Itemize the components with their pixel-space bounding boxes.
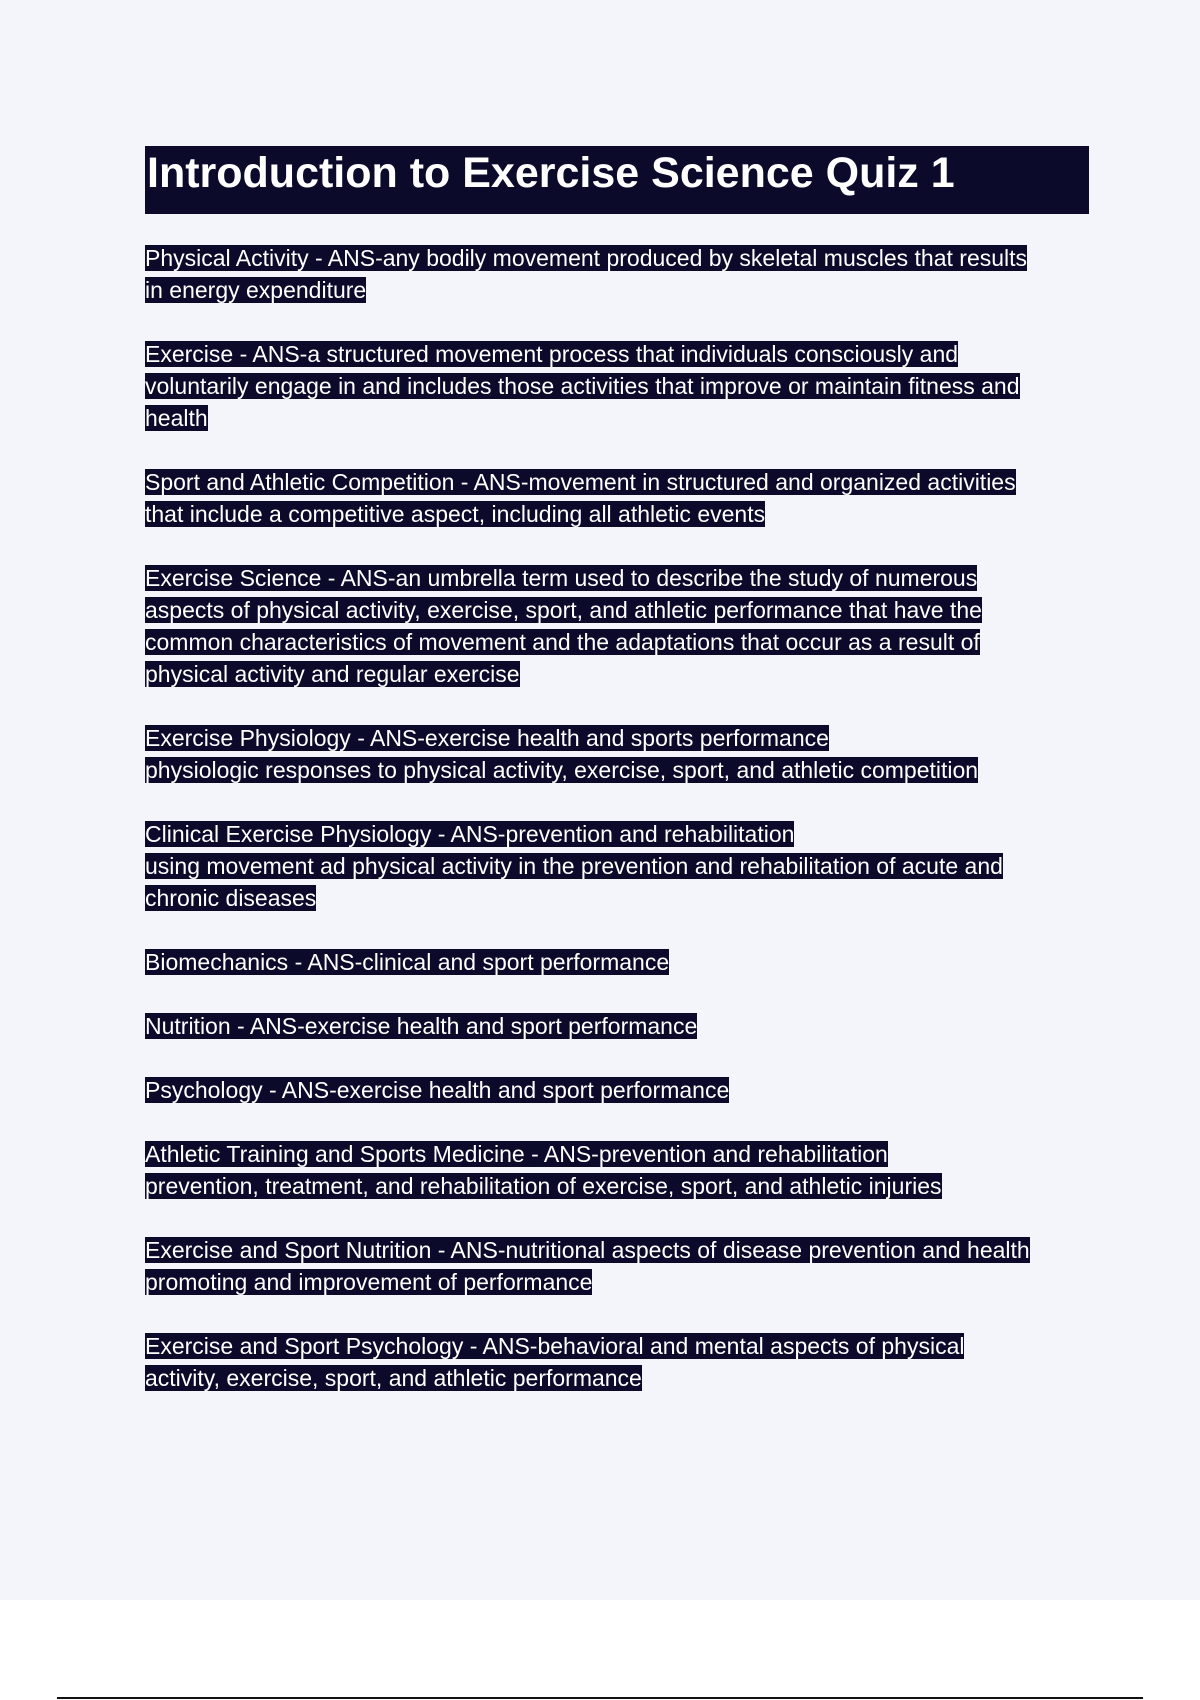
term-entry — [145, 562, 1089, 690]
term-entry — [145, 1234, 1089, 1298]
entry-text[interactable]: Athletic Training and Sports Medicine - ANS-prevention and rehabilitation — [145, 1141, 888, 1167]
entry-line — [145, 402, 1089, 434]
entry-line — [145, 1138, 1089, 1170]
term-entry — [145, 1330, 1089, 1394]
term-entry — [145, 946, 1089, 978]
entry-line — [145, 370, 1089, 402]
term-entry — [145, 466, 1089, 530]
term-entry — [145, 1010, 1089, 1042]
entry-line — [145, 1362, 1089, 1394]
entry-text[interactable]: Exercise Science - ANS-an umbrella term used to describe the study of numerous — [145, 565, 978, 591]
entry-line — [145, 466, 1089, 498]
entry-text[interactable]: Nutrition - ANS-exercise health and sport performance — [145, 1013, 698, 1039]
entry-line — [145, 594, 1089, 626]
entry-text[interactable]: activity, exercise, sport, and athletic performance — [145, 1365, 642, 1391]
entry-line — [145, 338, 1089, 370]
entry-text[interactable]: Exercise and Sport Nutrition - ANS-nutritional aspects of disease prevention and health — [145, 1237, 1030, 1263]
entry-text[interactable]: Physical Activity - ANS-any bodily movement produced by skeletal muscles that results — [145, 245, 1028, 271]
term-entry — [145, 1138, 1089, 1202]
entry-text[interactable]: prevention, treatment, and rehabilitation of exercise, sport, and athletic injuries — [145, 1173, 942, 1199]
term-entry — [145, 1074, 1089, 1106]
entry-line — [145, 658, 1089, 690]
entry-text[interactable]: Sport and Athletic Competition - ANS-movement in structured and organized activities — [145, 469, 1016, 495]
entry-line — [145, 1074, 1089, 1106]
entry-text[interactable]: Psychology - ANS-exercise health and sport performance — [145, 1077, 730, 1103]
document-content — [145, 146, 1089, 1426]
entry-line — [145, 274, 1089, 306]
term-entry — [145, 818, 1089, 914]
term-entry — [145, 242, 1089, 306]
entry-line — [145, 722, 1089, 754]
entry-text[interactable]: Exercise and Sport Psychology - ANS-behavioral and mental aspects of physical — [145, 1333, 965, 1359]
entry-line — [145, 946, 1089, 978]
entry-text[interactable]: Clinical Exercise Physiology - ANS-prevention and rehabilitation — [145, 821, 795, 847]
entry-line — [145, 626, 1089, 658]
title-bar — [145, 146, 1089, 214]
document-title[interactable]: Introduction to Exercise Science Quiz 1 — [147, 149, 955, 197]
entry-line — [145, 882, 1089, 914]
term-entry — [145, 722, 1089, 786]
entry-line — [145, 818, 1089, 850]
entry-text[interactable]: Biomechanics - ANS-clinical and sport performance — [145, 949, 670, 975]
entry-text[interactable]: chronic diseases — [145, 885, 317, 911]
entry-text[interactable]: that include a competitive aspect, including all athletic events — [145, 501, 766, 527]
entry-text[interactable]: promoting and improvement of performance — [145, 1269, 593, 1295]
entry-line — [145, 754, 1089, 786]
entry-line — [145, 242, 1089, 274]
entry-line — [145, 1330, 1089, 1362]
entry-line — [145, 1266, 1089, 1298]
entry-text[interactable]: common characteristics of movement and the adaptations that occur as a result of — [145, 629, 980, 655]
entry-line — [145, 1234, 1089, 1266]
entry-text[interactable]: voluntarily engage in and includes those activities that improve or maintain fitness and — [145, 373, 1020, 399]
entry-line — [145, 562, 1089, 594]
entry-text[interactable]: physiologic responses to physical activity, exercise, sport, and athletic competition — [145, 757, 979, 783]
entry-text[interactable]: using movement ad physical activity in the prevention and rehabilitation of acute and — [145, 853, 1003, 879]
entry-text[interactable]: Exercise - ANS-a structured movement process that individuals consciously and — [145, 341, 959, 367]
entry-text[interactable]: aspects of physical activity, exercise, sport, and athletic performance that have the — [145, 597, 982, 623]
entry-line — [145, 1010, 1089, 1042]
entry-text[interactable]: Exercise Physiology - ANS-exercise health and sports performance — [145, 725, 829, 751]
entry-text[interactable]: physical activity and regular exercise — [145, 661, 520, 687]
entry-text[interactable]: health — [145, 405, 208, 431]
entry-text[interactable]: in energy expenditure — [145, 277, 367, 303]
term-entry — [145, 338, 1089, 434]
footer-divider — [57, 1697, 1143, 1699]
entry-line — [145, 498, 1089, 530]
entry-line — [145, 1170, 1089, 1202]
entry-line — [145, 850, 1089, 882]
